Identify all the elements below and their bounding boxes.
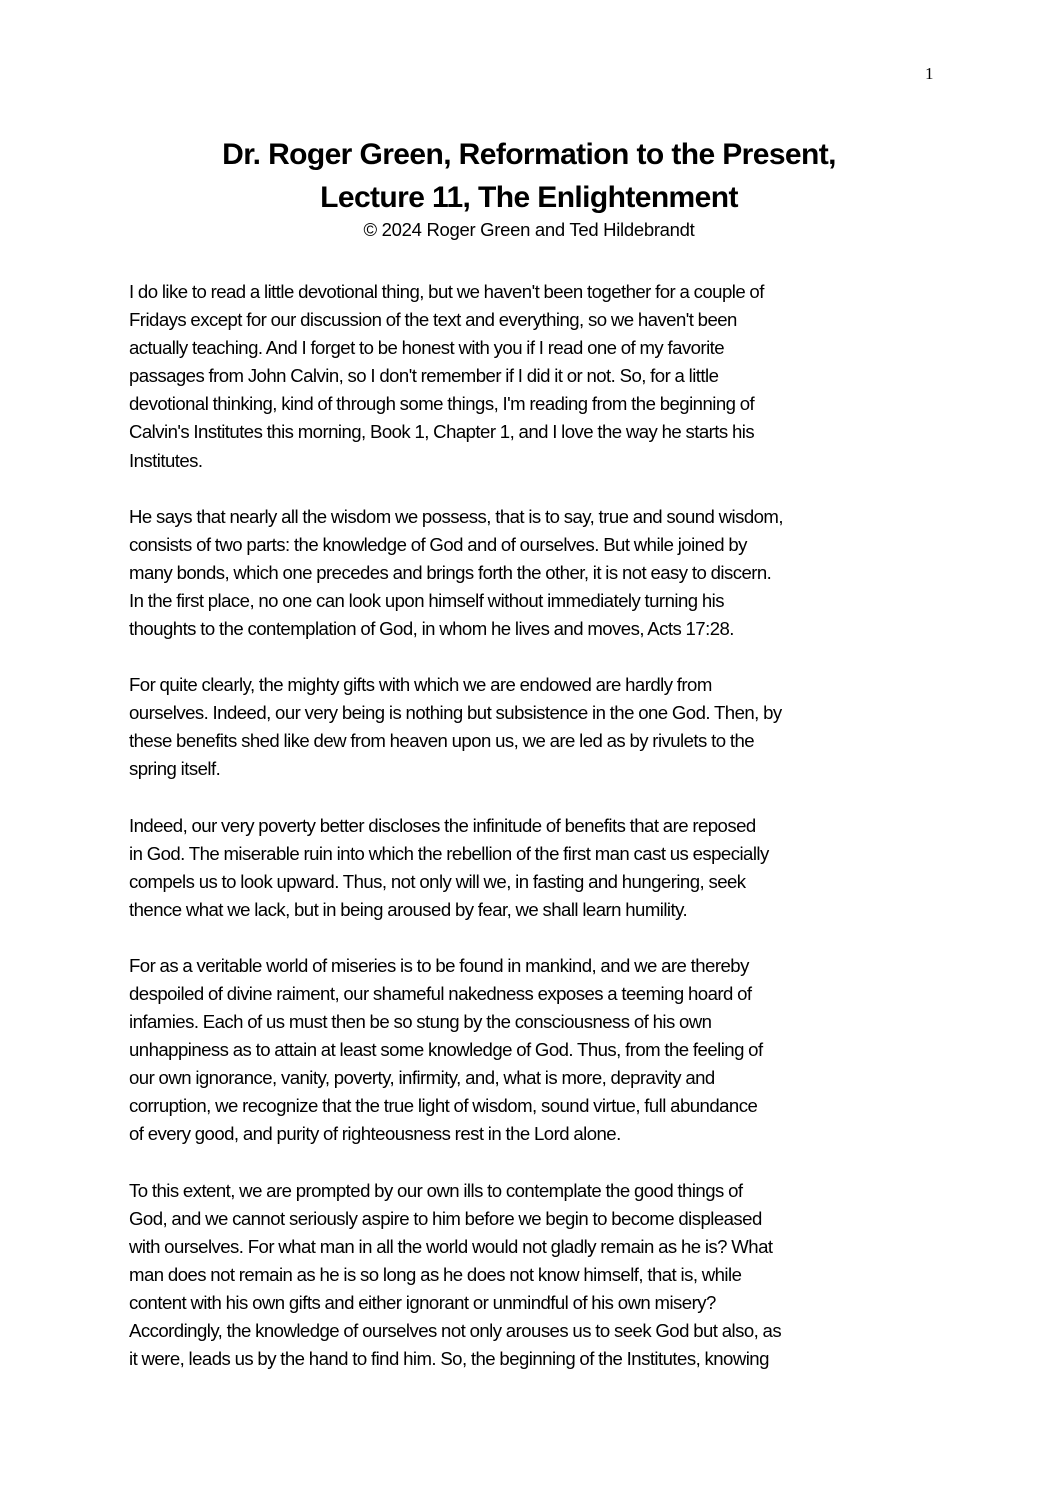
- text-line: In the first place, no one can look upon himself without immediately turning his: [129, 589, 724, 611]
- text-line: these benefits shed like dew from heaven upon us, we are led as by rivulets to the: [129, 730, 755, 752]
- paragraph-6: [129, 1177, 949, 1374]
- text-line: in God. The miserable ruin into which the rebellion of the first man cast us especially: [129, 842, 769, 864]
- text-line: content with his own gifts and either ignorant or unmindful of his own misery?: [129, 1291, 716, 1313]
- document-title-line-2: Lecture 11, The Enlightenment: [320, 181, 738, 214]
- document-title-line-1: Dr. Roger Green, Reformation to the Present,: [222, 138, 836, 171]
- text-line: ourselves. Indeed, our very being is nothing but subsistence in the one God. Then, by: [129, 702, 782, 724]
- paragraph-3: [129, 671, 949, 783]
- text-line: actually teaching. And I forget to be honest with you if I read one of my favorite: [129, 337, 725, 359]
- paragraph-5: [129, 952, 949, 1149]
- text-line: compels us to look upward. Thus, not only will we, in fasting and hungering, seek: [129, 870, 746, 892]
- text-line: thoughts to the contemplation of God, in whom he lives and moves, Acts 17:28.: [129, 618, 734, 640]
- text-line: it were, leads us by the hand to find him. So, the beginning of the Institutes, knowing: [129, 1348, 769, 1370]
- text-line: God, and we cannot seriously aspire to him before we begin to become displeased: [129, 1207, 762, 1229]
- text-line: our own ignorance, vanity, poverty, infirmity, and, what is more, depravity and: [129, 1067, 715, 1089]
- text-line: many bonds, which one precedes and brings forth the other, it is not easy to discern.: [129, 561, 772, 583]
- text-line: passages from John Calvin, so I don't remember if I did it or not. So, for a little: [129, 365, 719, 387]
- paragraph-2: [129, 503, 949, 643]
- text-line: with ourselves. For what man in all the world would not gladly remain as he is? What: [129, 1235, 773, 1257]
- text-line: Fridays except for our discussion of the text and everything, so we haven't been: [129, 309, 737, 331]
- text-line: man does not remain as he is so long as he does not know himself, that is, while: [129, 1263, 742, 1285]
- text-line: He says that nearly all the wisdom we possess, that is to say, true and sound wisdom,: [129, 505, 783, 527]
- page-number: 1: [925, 64, 934, 83]
- text-line: Accordingly, the knowledge of ourselves not only arouses us to seek God but also, as: [129, 1320, 782, 1341]
- text-line: Institutes.: [129, 449, 203, 471]
- text-line: corruption, we recognize that the true light of wisdom, sound virtue, full abundance: [129, 1095, 758, 1117]
- text-line: Indeed, our very poverty better discloses the infinitude of benefits that are reposed: [129, 814, 756, 836]
- text-line: thence what we lack, but in being aroused by fear, we shall learn humility.: [129, 898, 688, 920]
- text-line: I do like to read a little devotional thing, but we haven't been together for a couple of: [129, 281, 764, 302]
- copyright-line: © 2024 Roger Green and Ted Hildebrandt: [363, 219, 695, 240]
- text-line: To this extent, we are prompted by our own ills to contemplate the good things of: [129, 1179, 743, 1201]
- text-line: infamies. Each of us must then be so stung by the consciousness of his own: [129, 1011, 712, 1033]
- paragraph-4: [129, 812, 949, 924]
- text-line: despoiled of divine raiment, our shameful nakedness exposes a teeming hoard of: [129, 982, 752, 1004]
- text-line: For quite clearly, the mighty gifts with which we are endowed are hardly from: [129, 674, 712, 696]
- text-line: For as a veritable world of miseries is to be found in mankind, and we are thereby: [129, 954, 749, 976]
- text-line: spring itself.: [129, 758, 221, 780]
- text-line: Calvin's Institutes this morning, Book 1, Chapter 1, and I love the way he starts his: [129, 421, 755, 443]
- text-line: unhappiness as to attain at least some knowledge of God. Thus, from the feeling of: [129, 1039, 763, 1061]
- document-header: [0, 133, 1058, 243]
- text-line: devotional thinking, kind of through some things, I'm reading from the beginning of: [129, 393, 755, 415]
- text-line: consists of two parts: the knowledge of God and of ourselves. But while joined by: [129, 533, 747, 555]
- document-body: [129, 278, 949, 1401]
- paragraph-1: [129, 278, 949, 475]
- text-line: of every good, and purity of righteousness rest in the Lord alone.: [129, 1123, 621, 1145]
